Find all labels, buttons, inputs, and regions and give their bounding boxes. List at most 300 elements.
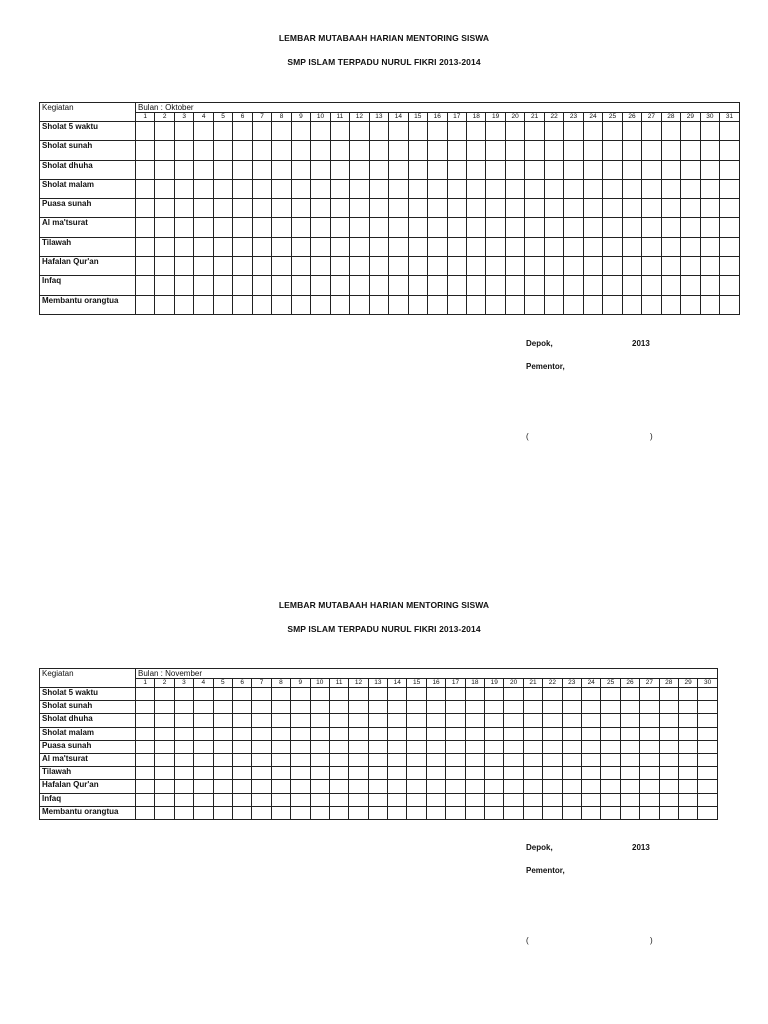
check-cell[interactable] [601, 714, 620, 727]
check-cell[interactable] [136, 179, 155, 198]
check-cell[interactable] [174, 122, 193, 141]
check-cell[interactable] [485, 688, 504, 701]
check-cell[interactable] [389, 218, 408, 237]
check-cell[interactable] [603, 160, 622, 179]
check-cell[interactable] [368, 753, 387, 766]
check-cell[interactable] [562, 753, 581, 766]
check-cell[interactable] [562, 701, 581, 714]
check-cell[interactable] [136, 199, 155, 218]
check-cell[interactable] [329, 714, 348, 727]
check-cell[interactable] [291, 295, 310, 314]
check-cell[interactable] [640, 714, 659, 727]
check-cell[interactable] [698, 780, 718, 793]
check-cell[interactable] [310, 753, 329, 766]
check-cell[interactable] [485, 714, 504, 727]
check-cell[interactable] [174, 727, 193, 740]
check-cell[interactable] [661, 160, 680, 179]
check-cell[interactable] [601, 701, 620, 714]
check-cell[interactable] [272, 199, 291, 218]
check-cell[interactable] [329, 740, 348, 753]
check-cell[interactable] [408, 179, 427, 198]
check-cell[interactable] [620, 753, 639, 766]
check-cell[interactable] [583, 257, 602, 276]
check-cell[interactable] [640, 688, 659, 701]
check-cell[interactable] [485, 701, 504, 714]
check-cell[interactable] [388, 714, 407, 727]
check-cell[interactable] [194, 793, 213, 806]
check-cell[interactable] [681, 179, 700, 198]
check-cell[interactable] [194, 753, 213, 766]
check-cell[interactable] [389, 199, 408, 218]
check-cell[interactable] [720, 141, 740, 160]
check-cell[interactable] [349, 780, 368, 793]
check-cell[interactable] [525, 179, 544, 198]
check-cell[interactable] [486, 295, 505, 314]
check-cell[interactable] [428, 218, 447, 237]
check-cell[interactable] [603, 199, 622, 218]
check-cell[interactable] [350, 257, 369, 276]
check-cell[interactable] [504, 688, 523, 701]
check-cell[interactable] [564, 276, 583, 295]
check-cell[interactable] [330, 122, 349, 141]
check-cell[interactable] [698, 688, 718, 701]
check-cell[interactable] [389, 257, 408, 276]
check-cell[interactable] [330, 295, 349, 314]
check-cell[interactable] [291, 122, 310, 141]
check-cell[interactable] [155, 141, 174, 160]
check-cell[interactable] [291, 767, 310, 780]
check-cell[interactable] [155, 806, 174, 819]
check-cell[interactable] [700, 237, 719, 256]
check-cell[interactable] [543, 740, 562, 753]
check-cell[interactable] [466, 160, 485, 179]
check-cell[interactable] [389, 276, 408, 295]
check-cell[interactable] [642, 218, 661, 237]
check-cell[interactable] [194, 179, 213, 198]
check-cell[interactable] [252, 806, 271, 819]
check-cell[interactable] [446, 806, 465, 819]
check-cell[interactable] [661, 295, 680, 314]
check-cell[interactable] [233, 141, 252, 160]
check-cell[interactable] [583, 179, 602, 198]
check-cell[interactable] [389, 122, 408, 141]
check-cell[interactable] [311, 160, 330, 179]
check-cell[interactable] [232, 701, 251, 714]
check-cell[interactable] [311, 141, 330, 160]
check-cell[interactable] [564, 141, 583, 160]
check-cell[interactable] [349, 714, 368, 727]
check-cell[interactable] [310, 688, 329, 701]
check-cell[interactable] [504, 806, 523, 819]
check-cell[interactable] [544, 179, 563, 198]
check-cell[interactable] [155, 793, 174, 806]
check-cell[interactable] [329, 767, 348, 780]
check-cell[interactable] [252, 179, 271, 198]
check-cell[interactable] [233, 237, 252, 256]
check-cell[interactable] [661, 257, 680, 276]
check-cell[interactable] [486, 257, 505, 276]
check-cell[interactable] [233, 295, 252, 314]
check-cell[interactable] [213, 714, 232, 727]
check-cell[interactable] [700, 218, 719, 237]
check-cell[interactable] [349, 767, 368, 780]
check-cell[interactable] [329, 701, 348, 714]
check-cell[interactable] [291, 218, 310, 237]
check-cell[interactable] [136, 793, 155, 806]
check-cell[interactable] [174, 276, 193, 295]
check-cell[interactable] [544, 237, 563, 256]
check-cell[interactable] [136, 701, 155, 714]
check-cell[interactable] [291, 276, 310, 295]
check-cell[interactable] [543, 793, 562, 806]
check-cell[interactable] [543, 727, 562, 740]
check-cell[interactable] [155, 237, 174, 256]
check-cell[interactable] [640, 753, 659, 766]
check-cell[interactable] [523, 727, 542, 740]
check-cell[interactable] [408, 199, 427, 218]
check-cell[interactable] [368, 740, 387, 753]
check-cell[interactable] [525, 237, 544, 256]
check-cell[interactable] [700, 179, 719, 198]
check-cell[interactable] [369, 199, 388, 218]
check-cell[interactable] [465, 727, 484, 740]
check-cell[interactable] [349, 793, 368, 806]
check-cell[interactable] [388, 793, 407, 806]
check-cell[interactable] [640, 727, 659, 740]
check-cell[interactable] [720, 122, 740, 141]
check-cell[interactable] [426, 701, 445, 714]
check-cell[interactable] [505, 257, 524, 276]
check-cell[interactable] [329, 688, 348, 701]
check-cell[interactable] [408, 160, 427, 179]
check-cell[interactable] [504, 753, 523, 766]
check-cell[interactable] [136, 218, 155, 237]
check-cell[interactable] [642, 237, 661, 256]
check-cell[interactable] [155, 218, 174, 237]
check-cell[interactable] [271, 767, 290, 780]
check-cell[interactable] [407, 740, 426, 753]
check-cell[interactable] [465, 714, 484, 727]
check-cell[interactable] [426, 688, 445, 701]
check-cell[interactable] [350, 199, 369, 218]
check-cell[interactable] [291, 714, 310, 727]
check-cell[interactable] [720, 218, 740, 237]
check-cell[interactable] [620, 727, 639, 740]
check-cell[interactable] [485, 740, 504, 753]
check-cell[interactable] [447, 237, 466, 256]
check-cell[interactable] [659, 806, 678, 819]
check-cell[interactable] [389, 179, 408, 198]
check-cell[interactable] [136, 767, 155, 780]
check-cell[interactable] [174, 199, 193, 218]
check-cell[interactable] [486, 160, 505, 179]
check-cell[interactable] [233, 218, 252, 237]
check-cell[interactable] [486, 276, 505, 295]
check-cell[interactable] [136, 688, 155, 701]
check-cell[interactable] [620, 767, 639, 780]
check-cell[interactable] [426, 740, 445, 753]
check-cell[interactable] [389, 160, 408, 179]
check-cell[interactable] [213, 218, 232, 237]
check-cell[interactable] [465, 701, 484, 714]
check-cell[interactable] [213, 740, 232, 753]
check-cell[interactable] [213, 160, 232, 179]
check-cell[interactable] [310, 806, 329, 819]
check-cell[interactable] [369, 237, 388, 256]
check-cell[interactable] [310, 740, 329, 753]
check-cell[interactable] [136, 257, 155, 276]
check-cell[interactable] [271, 793, 290, 806]
check-cell[interactable] [252, 160, 271, 179]
check-cell[interactable] [661, 199, 680, 218]
check-cell[interactable] [505, 295, 524, 314]
check-cell[interactable] [407, 701, 426, 714]
check-cell[interactable] [661, 237, 680, 256]
check-cell[interactable] [272, 179, 291, 198]
check-cell[interactable] [310, 727, 329, 740]
check-cell[interactable] [601, 806, 620, 819]
check-cell[interactable] [272, 218, 291, 237]
check-cell[interactable] [233, 179, 252, 198]
check-cell[interactable] [174, 714, 193, 727]
check-cell[interactable] [642, 257, 661, 276]
check-cell[interactable] [252, 753, 271, 766]
check-cell[interactable] [525, 199, 544, 218]
check-cell[interactable] [389, 295, 408, 314]
check-cell[interactable] [311, 199, 330, 218]
check-cell[interactable] [369, 295, 388, 314]
check-cell[interactable] [601, 780, 620, 793]
check-cell[interactable] [681, 141, 700, 160]
check-cell[interactable] [311, 276, 330, 295]
check-cell[interactable] [194, 276, 213, 295]
check-cell[interactable] [622, 295, 641, 314]
check-cell[interactable] [622, 122, 641, 141]
check-cell[interactable] [640, 793, 659, 806]
check-cell[interactable] [466, 237, 485, 256]
check-cell[interactable] [426, 806, 445, 819]
check-cell[interactable] [698, 767, 718, 780]
check-cell[interactable] [601, 688, 620, 701]
check-cell[interactable] [564, 295, 583, 314]
check-cell[interactable] [720, 160, 740, 179]
check-cell[interactable] [426, 793, 445, 806]
check-cell[interactable] [388, 727, 407, 740]
check-cell[interactable] [136, 237, 155, 256]
check-cell[interactable] [659, 727, 678, 740]
check-cell[interactable] [291, 179, 310, 198]
check-cell[interactable] [330, 276, 349, 295]
check-cell[interactable] [661, 141, 680, 160]
check-cell[interactable] [603, 295, 622, 314]
check-cell[interactable] [194, 122, 213, 141]
check-cell[interactable] [232, 714, 251, 727]
check-cell[interactable] [426, 727, 445, 740]
check-cell[interactable] [194, 218, 213, 237]
check-cell[interactable] [350, 122, 369, 141]
check-cell[interactable] [720, 199, 740, 218]
check-cell[interactable] [213, 295, 232, 314]
check-cell[interactable] [700, 122, 719, 141]
check-cell[interactable] [291, 727, 310, 740]
check-cell[interactable] [543, 780, 562, 793]
check-cell[interactable] [428, 237, 447, 256]
check-cell[interactable] [136, 714, 155, 727]
check-cell[interactable] [271, 753, 290, 766]
check-cell[interactable] [252, 727, 271, 740]
check-cell[interactable] [291, 740, 310, 753]
check-cell[interactable] [466, 218, 485, 237]
check-cell[interactable] [523, 806, 542, 819]
check-cell[interactable] [447, 257, 466, 276]
check-cell[interactable] [466, 276, 485, 295]
check-cell[interactable] [543, 714, 562, 727]
check-cell[interactable] [543, 701, 562, 714]
check-cell[interactable] [194, 141, 213, 160]
check-cell[interactable] [407, 780, 426, 793]
check-cell[interactable] [174, 141, 193, 160]
check-cell[interactable] [408, 218, 427, 237]
check-cell[interactable] [505, 276, 524, 295]
check-cell[interactable] [465, 806, 484, 819]
check-cell[interactable] [562, 688, 581, 701]
check-cell[interactable] [136, 753, 155, 766]
check-cell[interactable] [698, 714, 718, 727]
check-cell[interactable] [271, 701, 290, 714]
check-cell[interactable] [485, 780, 504, 793]
check-cell[interactable] [661, 218, 680, 237]
check-cell[interactable] [543, 688, 562, 701]
check-cell[interactable] [174, 753, 193, 766]
check-cell[interactable] [232, 767, 251, 780]
check-cell[interactable] [233, 122, 252, 141]
check-cell[interactable] [428, 199, 447, 218]
check-cell[interactable] [523, 793, 542, 806]
check-cell[interactable] [525, 276, 544, 295]
check-cell[interactable] [368, 701, 387, 714]
check-cell[interactable] [622, 257, 641, 276]
check-cell[interactable] [678, 767, 697, 780]
check-cell[interactable] [426, 767, 445, 780]
check-cell[interactable] [603, 122, 622, 141]
check-cell[interactable] [700, 257, 719, 276]
check-cell[interactable] [504, 793, 523, 806]
check-cell[interactable] [252, 740, 271, 753]
check-cell[interactable] [523, 701, 542, 714]
check-cell[interactable] [428, 122, 447, 141]
check-cell[interactable] [720, 295, 740, 314]
check-cell[interactable] [486, 199, 505, 218]
check-cell[interactable] [601, 793, 620, 806]
check-cell[interactable] [564, 257, 583, 276]
check-cell[interactable] [562, 780, 581, 793]
check-cell[interactable] [486, 122, 505, 141]
check-cell[interactable] [350, 141, 369, 160]
check-cell[interactable] [194, 740, 213, 753]
check-cell[interactable] [485, 767, 504, 780]
check-cell[interactable] [485, 753, 504, 766]
check-cell[interactable] [583, 276, 602, 295]
check-cell[interactable] [388, 740, 407, 753]
check-cell[interactable] [581, 806, 600, 819]
check-cell[interactable] [678, 806, 697, 819]
check-cell[interactable] [447, 295, 466, 314]
check-cell[interactable] [408, 257, 427, 276]
check-cell[interactable] [388, 753, 407, 766]
check-cell[interactable] [272, 122, 291, 141]
check-cell[interactable] [447, 179, 466, 198]
check-cell[interactable] [174, 218, 193, 237]
check-cell[interactable] [350, 160, 369, 179]
check-cell[interactable] [659, 753, 678, 766]
check-cell[interactable] [446, 688, 465, 701]
check-cell[interactable] [407, 753, 426, 766]
check-cell[interactable] [603, 276, 622, 295]
check-cell[interactable] [271, 714, 290, 727]
check-cell[interactable] [291, 701, 310, 714]
check-cell[interactable] [642, 295, 661, 314]
check-cell[interactable] [640, 806, 659, 819]
check-cell[interactable] [291, 780, 310, 793]
check-cell[interactable] [583, 122, 602, 141]
check-cell[interactable] [213, 199, 232, 218]
check-cell[interactable] [446, 727, 465, 740]
check-cell[interactable] [155, 179, 174, 198]
check-cell[interactable] [661, 122, 680, 141]
check-cell[interactable] [581, 767, 600, 780]
check-cell[interactable] [213, 257, 232, 276]
check-cell[interactable] [428, 179, 447, 198]
check-cell[interactable] [485, 727, 504, 740]
check-cell[interactable] [136, 740, 155, 753]
check-cell[interactable] [329, 727, 348, 740]
check-cell[interactable] [368, 727, 387, 740]
check-cell[interactable] [601, 727, 620, 740]
check-cell[interactable] [252, 701, 271, 714]
check-cell[interactable] [583, 141, 602, 160]
check-cell[interactable] [642, 122, 661, 141]
check-cell[interactable] [136, 727, 155, 740]
check-cell[interactable] [544, 199, 563, 218]
check-cell[interactable] [603, 179, 622, 198]
check-cell[interactable] [369, 160, 388, 179]
check-cell[interactable] [446, 767, 465, 780]
check-cell[interactable] [194, 199, 213, 218]
check-cell[interactable] [562, 767, 581, 780]
check-cell[interactable] [311, 218, 330, 237]
check-cell[interactable] [174, 237, 193, 256]
check-cell[interactable] [389, 237, 408, 256]
check-cell[interactable] [601, 767, 620, 780]
check-cell[interactable] [407, 767, 426, 780]
check-cell[interactable] [486, 141, 505, 160]
check-cell[interactable] [698, 793, 718, 806]
check-cell[interactable] [659, 714, 678, 727]
check-cell[interactable] [465, 793, 484, 806]
check-cell[interactable] [523, 780, 542, 793]
check-cell[interactable] [407, 793, 426, 806]
check-cell[interactable] [272, 276, 291, 295]
check-cell[interactable] [678, 727, 697, 740]
check-cell[interactable] [232, 793, 251, 806]
check-cell[interactable] [174, 793, 193, 806]
check-cell[interactable] [349, 688, 368, 701]
check-cell[interactable] [523, 740, 542, 753]
check-cell[interactable] [369, 218, 388, 237]
check-cell[interactable] [194, 688, 213, 701]
check-cell[interactable] [174, 688, 193, 701]
check-cell[interactable] [272, 237, 291, 256]
